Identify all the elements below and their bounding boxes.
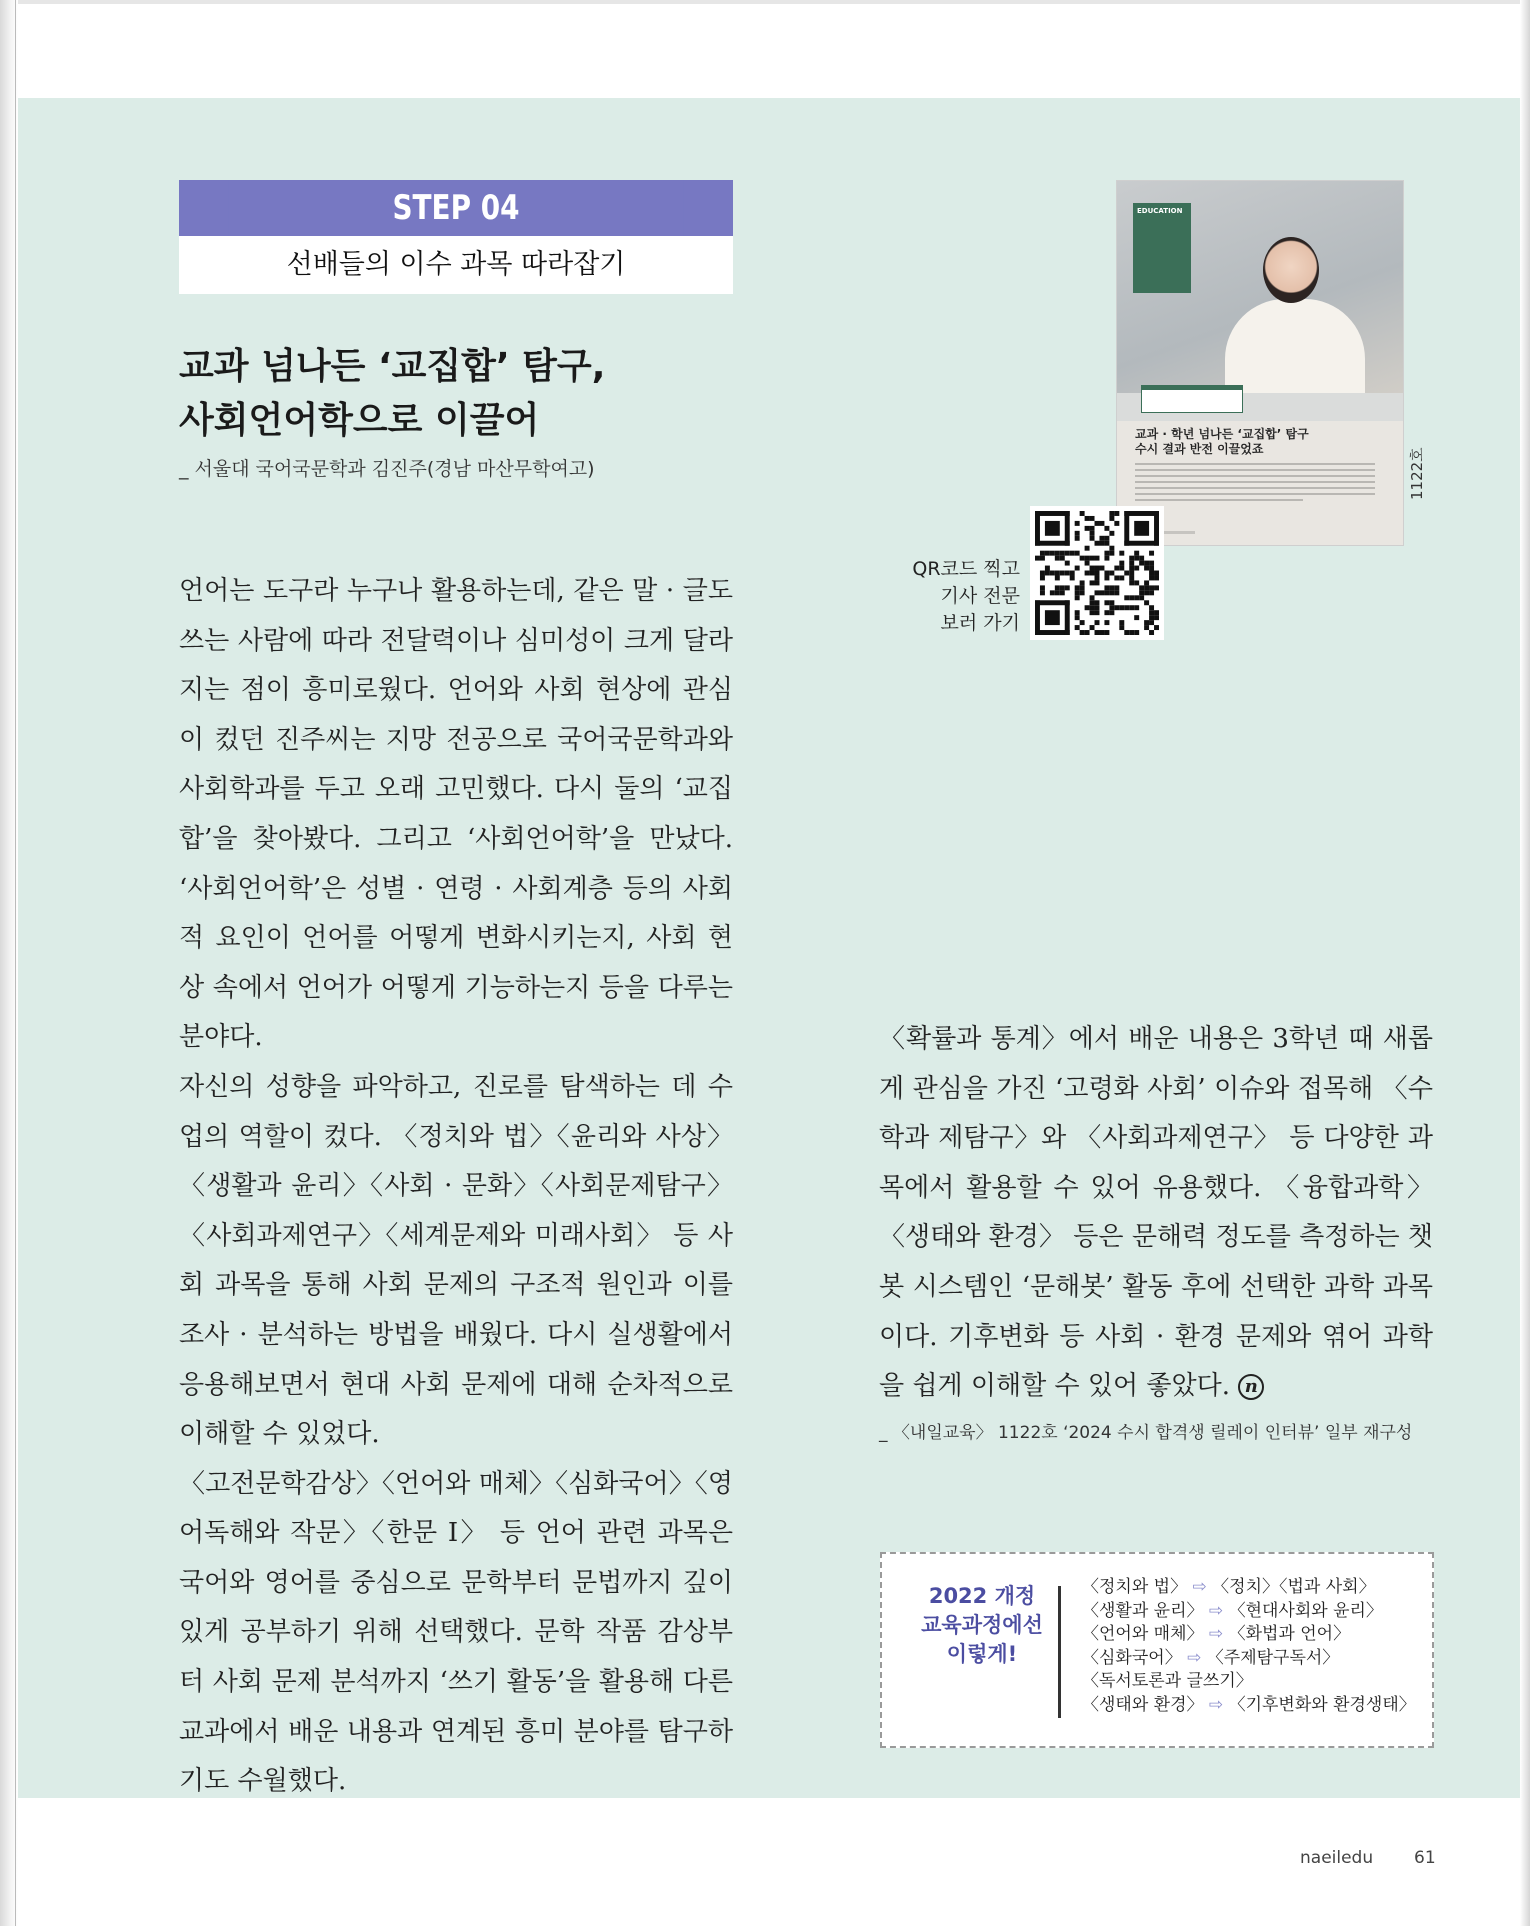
page-edge-right [1520,0,1530,1926]
curriculum-box-title [912,1582,1052,1669]
step-header [179,180,733,294]
page-spine-shadow [0,0,18,1926]
footer-brand: naeiledu [1300,1848,1374,1868]
headline-line-2: 사회언어학으로 이끌어 [179,400,540,441]
curriculum-list-item [1082,1623,1422,1647]
qr-caption-line-3: 보러 가기 [940,612,1020,634]
cover-title [1135,427,1395,457]
cover-name-badge [1141,385,1243,413]
cover-text-line [1135,487,1375,489]
body-paragraph: 언어는 도구라 누구나 활용하는데, 같은 말 · 글도 쓰는 사람에 따라 전달력이나 심미성이 크게 달라지는 점이 흥미로웠다. 언어와 사회 현상에 관심이 컸던 진주씨는 지망 전공으로 국어국문학과와 사회학과를 두고 오래 고민했다. 다시 둘의 ‘교집합’을 찾아봤다. 그리고 ‘사회언어학’을 만났다. ‘사회언어학’은 성별 · 연령 · 사회계층 등의 사회적 요인이 언어를 어떻게 변화시키는지, 사회 현상 속에서 언어가 어떻게 기능하는지 등을 다루는 분야다. [179,576,733,1053]
curriculum-old-course: 〈생활과 윤리〉 [1082,1600,1204,1621]
page-edge-top [0,0,1530,4]
curriculum-new-course: 〈현대사회와 윤리〉 [1228,1600,1383,1621]
arrow-right-icon: ⇨ [1187,1647,1202,1668]
cover-person-head [1263,237,1319,303]
curriculum-title-line-1: 2022 개정 [928,1584,1036,1608]
arrow-right-icon: ⇨ [1192,1577,1207,1597]
step-label-bar [179,180,733,236]
curriculum-list-item [1082,1600,1422,1624]
body-paragraph: 〈고전문학감상〉〈언어와 매체〉〈심화국어〉〈영어독해와 작문〉〈한문 I〉 등 언어 관련 과목은 국어와 영어를 중심으로 문학부터 문법까지 깊이 있게 공부하기 위해 선택했다. 문학 작품 감상부터 사회 문제 분석까지 ‘쓰기 활동’을 활용해 다른 교과에서 배운 내용과 연계된 흥미 분야를 탐구하기도 수월했다. [179,1468,733,1797]
body-paragraph: 자신의 성향을 파악하고, 진로를 탐색하는 데 수업의 역할이 컸다. 〈정치와 법〉〈윤리와 사상〉〈생활과 윤리〉〈사회 · 문화〉〈사회문제탐구〉〈사회과제연구〉〈세계문제와 미래사회〉 등 사회 과목을 통해 사회 문제의 구조적 원인과 이를 조사 · 분석하는 방법을 배웠다. 다시 실생활에서 응용해보면서 현대 사회 문제에 대해 순차적으로 이해할 수 있었다. [179,1071,733,1450]
qr-caption-line-2: 기사 전문 [940,585,1020,607]
cover-text-line [1135,499,1303,501]
cover-text-line [1135,481,1375,483]
curriculum-old-course: 〈언어와 매체〉 [1082,1624,1204,1645]
curriculum-old-course: 〈정치와 법〉 [1082,1577,1188,1597]
step-subtitle: 선배들의 이수 과목 따라잡기 [179,236,733,294]
curriculum-title-line-3: 이렇게! [946,1642,1018,1666]
headline-line-1: 교과 넘나든 ‘교집합’ 탐구, [179,346,606,387]
arrow-right-icon: ⇨ [1208,1624,1224,1645]
page-number: 61 [1414,1848,1436,1868]
body-column-right [879,1015,1433,1412]
cover-title-line-1: 교과 · 학년 넘나든 ‘교집합’ 탐구 [1135,427,1309,441]
curriculum-list-item [1082,1647,1422,1671]
cover-text-line [1135,493,1375,495]
curriculum-list-item [1082,1576,1422,1600]
qr-code-icon[interactable] [1030,506,1164,640]
curriculum-old-course: 〈독서토론과 글쓰기〉 [1082,1671,1253,1692]
curriculum-old-course: 〈생태와 환경〉 [1082,1694,1204,1715]
magazine-cover-image [1116,180,1404,546]
curriculum-new-course: 〈정치〉〈법과 사회〉 [1212,1577,1376,1597]
cover-title-line-2: 수시 결과 반전 이끌었죠 [1135,442,1264,456]
curriculum-title-line-2: 교육과정에선 [921,1613,1043,1637]
curriculum-old-course: 〈심화국어〉 [1082,1647,1182,1668]
body-column-left [179,567,733,1807]
cover-text-line [1135,463,1375,465]
source-note: _ 〈내일교육〉 1122호 ‘2024 수시 합격생 릴레이 인터뷰’ 일부 재구성 [879,1423,1413,1443]
cover-body-text [1135,463,1375,505]
cover-section-label: EDUCATION [1137,207,1183,215]
body-paragraph [879,1015,1433,1412]
qr-caption-line-1: QR코드 찍고 [912,558,1020,580]
curriculum-list-item [1082,1694,1422,1718]
cover-section-tab [1133,203,1191,293]
qr-code-graphic [1035,511,1159,635]
cover-text-line [1135,475,1375,477]
cover-text-line [1135,469,1375,471]
curriculum-list [1082,1576,1422,1718]
body-paragraph-text: 〈확률과 통계〉에서 배운 내용은 3학년 때 새롭게 관심을 가진 ‘고령화 사회’ 이슈와 접목해 〈수학과 제탐구〉와 〈사회과제연구〉 등 다양한 과목에서 활용할 수 있어 유용했다. 〈융합과학〉〈생태와 환경〉 등은 문해력 정도를 측정하는 챗봇 시스템인 ‘문해봇’ 활동 후에 선택한 과학 과목이다. 기후변화 등 사회 · 환경 문제와 엮어 과학을 쉽게 이해할 수 있어 좋았다. [879,1024,1433,1402]
issue-number: 1122호 [1408,447,1426,500]
curriculum-new-course: 〈화법과 언어〉 [1228,1624,1351,1645]
end-mark-icon: n [1238,1374,1264,1400]
step-label: STEP 04 [229,180,683,236]
article-headline [179,340,739,448]
arrow-right-icon: ⇨ [1208,1694,1224,1715]
curriculum-change-box [880,1552,1434,1748]
byline: _ 서울대 국어국문학과 김진주(경남 마산무학여고) [179,458,595,480]
qr-caption [880,556,1020,637]
curriculum-new-course: 〈기후변화와 환경생태〉 [1228,1694,1416,1715]
curriculum-new-course: 〈주제탐구독서〉 [1206,1647,1340,1668]
curriculum-list-item [1082,1670,1422,1694]
curriculum-divider [1058,1586,1061,1718]
arrow-right-icon: ⇨ [1208,1600,1224,1621]
